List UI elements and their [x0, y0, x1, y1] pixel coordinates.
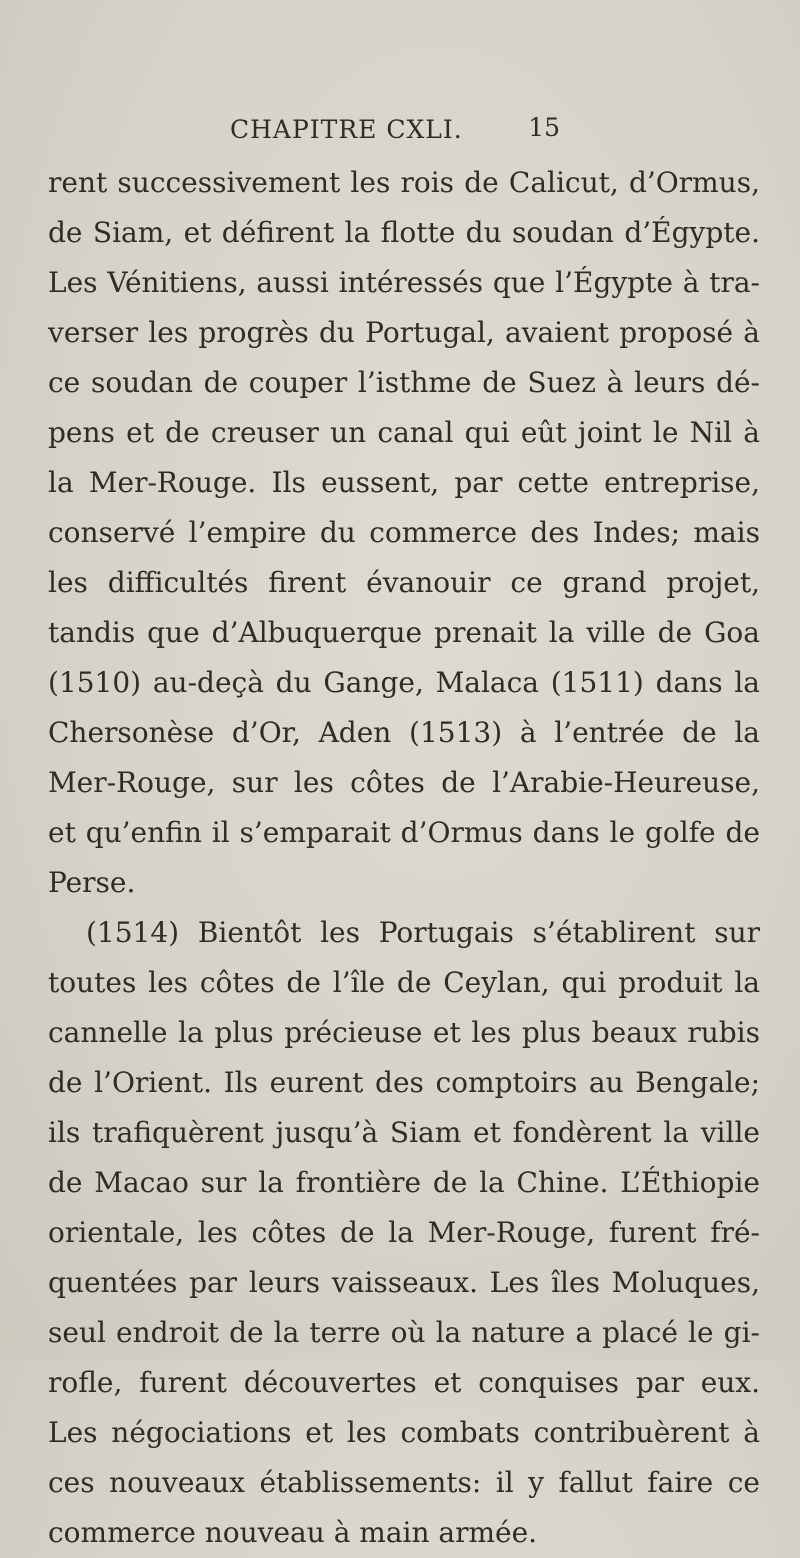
text-line: rofle, furent découvertes et conquises par eux.	[48, 1366, 760, 1399]
paragraph-end-line: Perse.	[48, 866, 136, 899]
paragraph-end-line: commerce nouveau à main armée.	[48, 1516, 538, 1549]
text-line: tandis que d’Albuquerque prenait la ville de Goa	[48, 616, 760, 649]
text-line: rent successivement les rois de Calicut, d’Ormus,	[48, 166, 760, 199]
text-line: orientale, les côtes de la Mer-Rouge, furent fré-	[48, 1216, 760, 1249]
text-line: pens et de creuser un canal qui eût joint le Nil à	[48, 416, 760, 449]
running-head	[230, 115, 560, 155]
text-line: cannelle la plus précieuse et les plus beaux rubis	[48, 1016, 760, 1049]
text-line: toutes les côtes de l’île de Ceylan, qui produit la	[48, 966, 760, 999]
text-line: ces nouveaux établissements: il y fallut faire ce	[48, 1466, 760, 1499]
text-line: et qu’enfin il s’emparait d’Ormus dans le golfe de	[48, 816, 760, 849]
text-line: les difficultés firent évanouir ce grand projet,	[48, 566, 760, 599]
paragraph-start-line: (1514) Bientôt les Portugais s’établirent sur	[86, 916, 760, 949]
text-line: Les négociations et les combats contribuèrent à	[48, 1416, 760, 1449]
text-line: (1510) au-deçà du Gange, Malaca (1511) dans la	[48, 666, 760, 699]
text-line: Les Vénitiens, aussi intéressés que l’Égypte à tra-	[48, 266, 760, 299]
body-text	[48, 158, 760, 1558]
text-line: Chersonèse d’Or, Aden (1513) à l’entrée de la	[48, 716, 760, 749]
chapter-title: CHAPITRE CXLI.	[230, 115, 463, 144]
text-line: seul endroit de la terre où la nature a placé le gi-	[48, 1316, 760, 1349]
text-line: de l’Orient. Ils eurent des comptoirs au Bengale;	[48, 1066, 760, 1099]
text-line: quentées par leurs vaisseaux. Les îles Moluques,	[48, 1266, 760, 1299]
page-number: 15	[528, 113, 560, 142]
text-line: ils trafiquèrent jusqu’à Siam et fondèrent la ville	[48, 1116, 760, 1149]
text-line: la Mer-Rouge. Ils eussent, par cette entreprise,	[48, 466, 760, 499]
text-line: verser les progrès du Portugal, avaient proposé à	[48, 316, 760, 349]
text-line: de Siam, et défirent la flotte du soudan d’Égypte.	[48, 216, 760, 249]
text-line: Mer-Rouge, sur les côtes de l’Arabie-Heureuse,	[48, 766, 760, 799]
text-line: de Macao sur la frontière de la Chine. L’Éthiopie	[48, 1166, 760, 1199]
text-line: conservé l’empire du commerce des Indes; mais	[48, 516, 760, 549]
text-line: ce soudan de couper l’isthme de Suez à leurs dé-	[48, 366, 760, 399]
